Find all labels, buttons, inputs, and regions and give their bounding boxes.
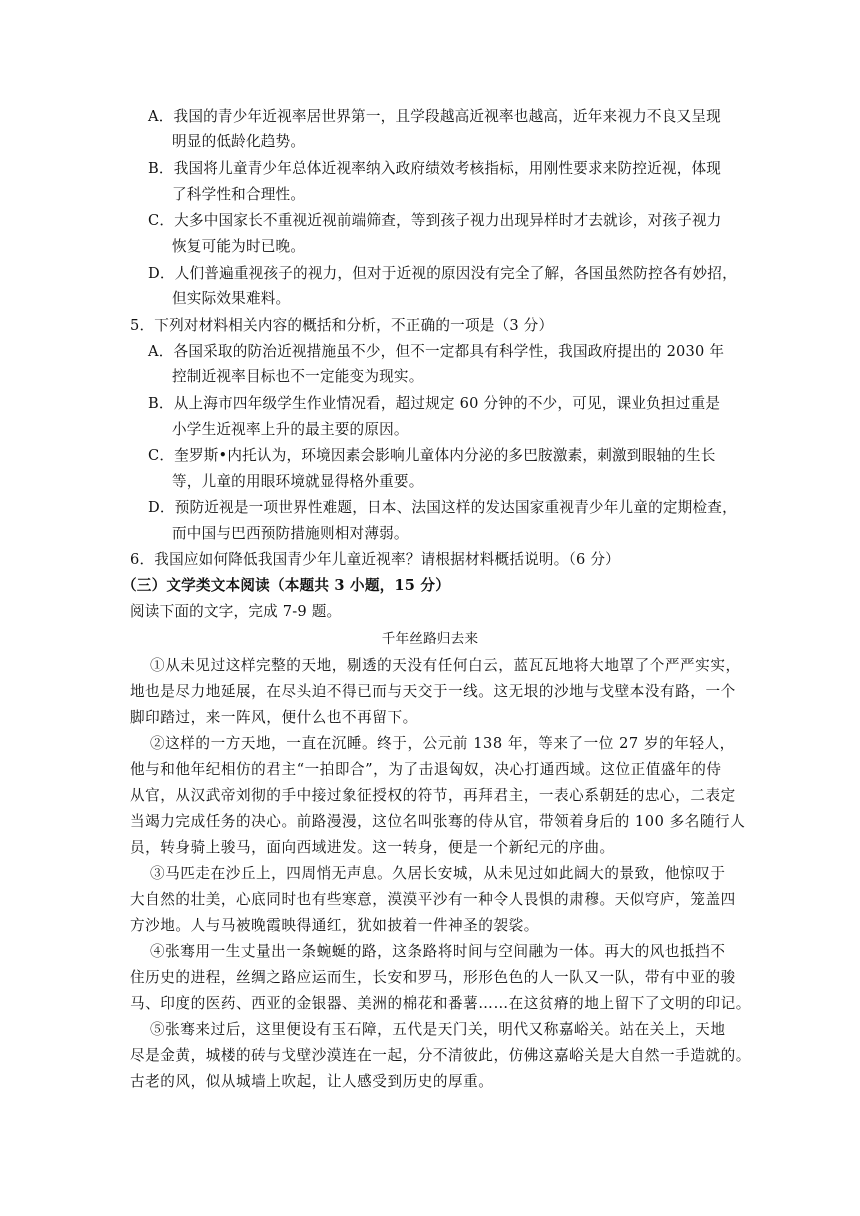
paragraph-2-line-1: ②这样的一方天地，一直在沉睡。终于，公元前 138 年，等来了一位 27 岁的年轻人，	[150, 735, 735, 752]
q5-option-b-line-1: B．从上海市四年级学生作业情况看，超过规定 60 分钟的不少，可见，课业负担过重是	[148, 395, 721, 412]
q5-option-d-line-2: 而中国与巴西预防措施则相对薄弱。	[172, 525, 409, 542]
paragraph-1-line-1: ①从未见过这样完整的天地，剔透的天没有任何白云，蓝瓦瓦地将大地罩了个严严实实，	[150, 657, 741, 674]
paragraph-5-line-3: 古老的风，似从城墙上吹起，让人感受到历史的厚重。	[130, 1073, 494, 1090]
q4-option-d-line-1: D．人们普遍重视孩子的视力，但对于近视的原因没有完全了解，各国虽然防控各有妙招，	[148, 265, 737, 282]
paragraph-5-line-2: 尽是金黄，城楼的砖与戈壁沙漠连在一起，分不清彼此，仿佛这嘉峪关是大自然一手造就的。	[130, 1047, 751, 1064]
q5-option-b-line-2: 小学生近视率上升的最主要的原因。	[172, 421, 409, 438]
paragraph-1-line-2: 地也是尽力地延展，在尽头迫不得已而与天交于一线。这无垠的沙地与戈壁本没有路，一个	[130, 683, 736, 700]
q4-option-d-line-2: 但实际效果难料。	[172, 290, 291, 307]
paragraph-3-line-2: 大自然的壮美，心底同时也有些寒意，漠漠平沙有一种令人畏惧的肃穆。天似穹庐，笼盖四	[130, 891, 736, 908]
q4-option-c-line-1: C．大多中国家长不重视近视前端筛查，等到孩子视力出现异样时才去就诊，对孩子视力	[148, 212, 722, 229]
paragraph-2-line-4: 当竭力完成任务的决心。前路漫漫，这位名叫张骞的侍从官，带领着身后的 100 多名随行人	[130, 813, 746, 830]
q4-option-c-line-2: 恢复可能为时已晚。	[172, 238, 306, 255]
q5-option-c-line-1: C．奎罗斯•内托认为，环境因素会影响儿童体内分泌的多巴胺激素，刺激到眼轴的生长	[148, 447, 716, 464]
paragraph-2-line-2: 他与和他年纪相仿的君主“一拍即合”，为了击退匈奴，决心打通西域。这位正值盛年的侍	[130, 761, 722, 778]
q4-option-a-line-1: A．我国的青少年近视率居世界第一，且学段越高近视率也越高，近年来视力不良又呈现	[148, 108, 721, 125]
section3-heading: （三）文学类文本阅读（本题共 3 小题，15 分）	[122, 577, 450, 594]
q6-question: 6．我国应如何降低我国青少年儿童近视率？请根据材料概括说明。（6 分）	[130, 551, 620, 568]
paragraph-2-line-3: 从官，从汉武帝刘彻的手中接过象征授权的符节，再拜君主，一表心系朝廷的忠心，二表定	[130, 787, 736, 804]
q4-option-b-line-2: 了科学性和合理性。	[172, 186, 306, 203]
q5-option-a-line-1: A．各国采取的防治近视措施虽不少，但不一定都具有科学性，我国政府提出的 2030 年	[148, 343, 725, 360]
essay-title: 千年丝路归去来	[381, 631, 479, 647]
paragraph-4-line-3: 马、印度的医药、西亚的金银器、美洲的棉花和番薯……在这贫瘠的地上留下了文明的印记。	[130, 995, 751, 1012]
q5-stem: 5．下列对材料相关内容的概括和分析，不正确的一项是（3 分）	[130, 317, 554, 334]
paragraph-1-line-3: 脚印踏过，来一阵风，便什么也不再留下。	[130, 709, 418, 726]
q5-option-a-line-2: 控制近视率目标也不一定能变为现实。	[172, 368, 424, 385]
paragraph-4-line-1: ④张骞用一生丈量出一条蜿蜒的路，这条路将时间与空间融为一体。再大的风也抵挡不	[150, 943, 726, 960]
section3-instruction: 阅读下面的文字，完成 7-9 题。	[130, 603, 342, 620]
q4-option-b-line-1: B．我国将儿童青少年总体近视率纳入政府绩效考核指标，用刚性要求来防控近视，体现	[148, 160, 722, 177]
q5-option-c-line-2: 等，儿童的用眼环境就显得格外重要。	[172, 473, 424, 490]
q5-option-d-line-1: D．预防近视是一项世界性难题，日本、法国这样的发达国家重视青少年儿童的定期检查，	[148, 499, 737, 516]
paragraph-2-line-5: 员，转身骑上骏马，面向西域进发。这一转身，便是一个新纪元的序曲。	[130, 839, 615, 856]
q4-option-a-line-2: 明显的低龄化趋势。	[172, 133, 306, 150]
paragraph-3-line-1: ③马匹走在沙丘上，四周悄无声息。久居长安城，从未见过如此阔大的景致，他惊叹于	[150, 865, 726, 882]
paragraph-3-line-3: 方沙地。人与马被晚霞映得通红，犹如披着一件神圣的袈裟。	[130, 917, 539, 934]
paragraph-5-line-1: ⑤张骞来过后，这里便设有玉石障，五代是天门关，明代又称嘉峪关。站在关上，天地	[150, 1021, 726, 1038]
paragraph-4-line-2: 住历史的进程，丝绸之路应运而生，长安和罗马，形形色色的人一队又一队，带有中亚的骏	[130, 969, 736, 986]
